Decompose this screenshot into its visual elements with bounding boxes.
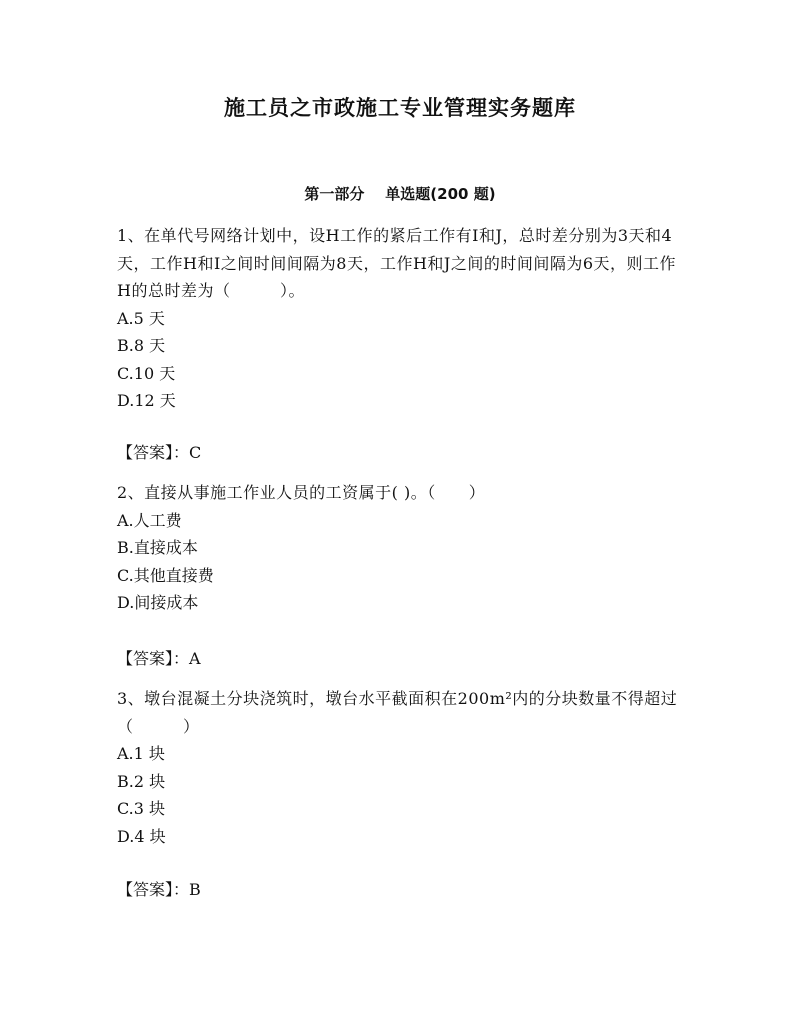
option-b: B.直接成本 xyxy=(117,538,198,557)
answer-2 xyxy=(117,645,201,673)
option-b: B.8 天 xyxy=(117,336,166,355)
answer-3 xyxy=(117,876,201,904)
answer-label: 【答案】： xyxy=(117,443,190,462)
document-title: 施工员之市政施工专业管理实务题库 xyxy=(224,96,576,120)
question-2 xyxy=(117,479,687,617)
answer-value: A xyxy=(189,649,201,668)
question-text: 3、墩台混凝土分块浇筑时，墩台水平截面积在200m²内的分块数量不得超过（ ） xyxy=(117,689,678,736)
option-b: B.2 块 xyxy=(117,771,166,791)
question-text: 1、在单代号网络计划中，设H工作的紧后工作有I和J，总时差分别为3天和4天，工作H和I之间时间间隔为8天，工作H和J之间的时间间隔为6天，则工作H的总时差为（ ）。 xyxy=(117,226,677,300)
section-heading: 第一部分 单选题(200 题) xyxy=(304,185,496,203)
option-a: A.人工费 xyxy=(117,510,182,530)
option-c: C.其他直接费 xyxy=(117,565,214,585)
option-c: C.3 块 xyxy=(117,799,166,818)
question-3 xyxy=(117,685,687,850)
option-c: C.10 天 xyxy=(117,363,176,383)
question-1 xyxy=(117,222,687,415)
answer-value: C xyxy=(189,443,202,462)
answer-1 xyxy=(117,439,201,467)
option-a: A.5 天 xyxy=(117,308,165,328)
option-a: A.1 块 xyxy=(117,744,165,763)
option-d: D.间接成本 xyxy=(117,593,199,612)
answer-label: 【答案】： xyxy=(117,649,190,668)
option-d: D.4 块 xyxy=(117,826,166,846)
option-d: D.12 天 xyxy=(117,391,176,410)
answer-value: B xyxy=(189,880,201,899)
answer-label: 【答案】： xyxy=(117,880,190,899)
question-text: 2、直接从事施工作业人员的工资属于( )。（ ） xyxy=(117,483,486,502)
